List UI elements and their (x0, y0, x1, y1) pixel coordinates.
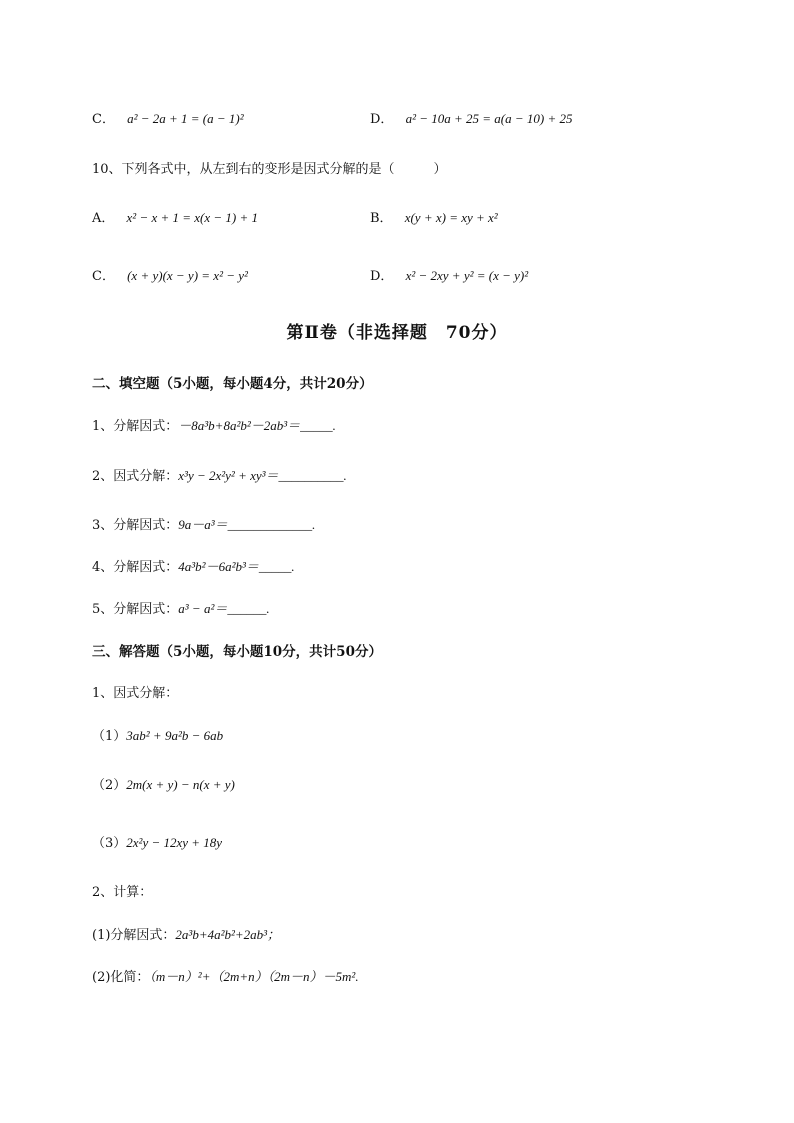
option-math: x(y + x) = xy + x² (404, 210, 498, 225)
fill-item-2 (92, 465, 347, 484)
fill-item-5 (92, 598, 270, 617)
item-math: －8a³b+8a²b²－2ab³＝_____. (178, 418, 336, 433)
item-math: x³y − 2x²y² + xy³＝__________. (178, 468, 347, 483)
fill-item-1 (92, 415, 336, 434)
option-math: a² − 10a + 25 = a(a − 10) + 25 (405, 111, 573, 126)
item-label: 2、因式分解： (92, 469, 179, 484)
q10-option-b (370, 207, 498, 226)
problem1-part-2 (92, 774, 235, 793)
part2-title: 第Ⅱ卷（非选择题 70分） (286, 323, 508, 343)
item-label: 1、分解因式： (92, 419, 179, 434)
q10-option-d (370, 265, 528, 284)
option-label: D． (370, 112, 394, 127)
option-label: C． (92, 112, 115, 127)
problem2-part-1 (92, 924, 280, 943)
item-label: 4、分解因式： (92, 560, 179, 575)
part-label: （1） (92, 729, 127, 744)
fill-item-3 (92, 514, 315, 533)
option-label: A． (92, 211, 115, 226)
problem1-stem: 1、因式分解： (92, 686, 179, 701)
problem1-part-1 (92, 725, 223, 744)
option-label: C． (92, 269, 115, 284)
problem1-part-3 (92, 832, 222, 851)
part-math: 2x²y − 12xy + 18y (126, 835, 223, 850)
item-label: 3、分解因式： (92, 518, 179, 533)
option-math: x² − x + 1 = x(x − 1) + 1 (126, 210, 259, 225)
item-math: 4a³b²－6a²b³＝_____. (178, 559, 295, 574)
q9-option-d (370, 108, 573, 127)
fill-item-4 (92, 556, 295, 575)
item-math: 9a－a³＝_____________. (178, 517, 316, 532)
part-math: 3ab² + 9a²b − 6ab (126, 728, 224, 743)
item-label: 5、分解因式： (92, 602, 179, 617)
part-label: (1)分解因式： (92, 928, 176, 943)
part-label: （2） (92, 778, 127, 793)
problem2-part-2 (92, 966, 359, 985)
q10-stem: 10、下列各式中，从左到右的变形是因式分解的是（ ） (92, 162, 447, 177)
q10-option-a (92, 207, 258, 226)
q9-option-c (92, 108, 244, 127)
section3-heading: 三、解答题（5小题，每小题10分，共计50分） (92, 644, 382, 660)
option-label: B． (370, 211, 393, 226)
part-math: （m－n）²+（2m+n）（2m－n）－5m². (149, 969, 359, 984)
problem2-stem: 2、计算： (92, 885, 153, 900)
option-label: D． (370, 269, 394, 284)
item-math: a³ − a²＝______. (178, 601, 270, 616)
section2-heading: 二、填空题（5小题，每小题4分，共计20分） (92, 376, 373, 392)
option-math: a² − 2a + 1 = (a − 1)² (127, 111, 244, 126)
part-math: 2a³b+4a²b²+2ab³； (175, 927, 281, 942)
option-math: (x + y)(x − y) = x² − y² (127, 268, 248, 283)
q10-option-c (92, 265, 248, 284)
option-math: x² − 2xy + y² = (x − y)² (405, 268, 529, 283)
part-label: (2)化简： (92, 970, 150, 985)
part-math: 2m(x + y) − n(x + y) (126, 777, 235, 792)
part-label: （3） (92, 836, 127, 851)
